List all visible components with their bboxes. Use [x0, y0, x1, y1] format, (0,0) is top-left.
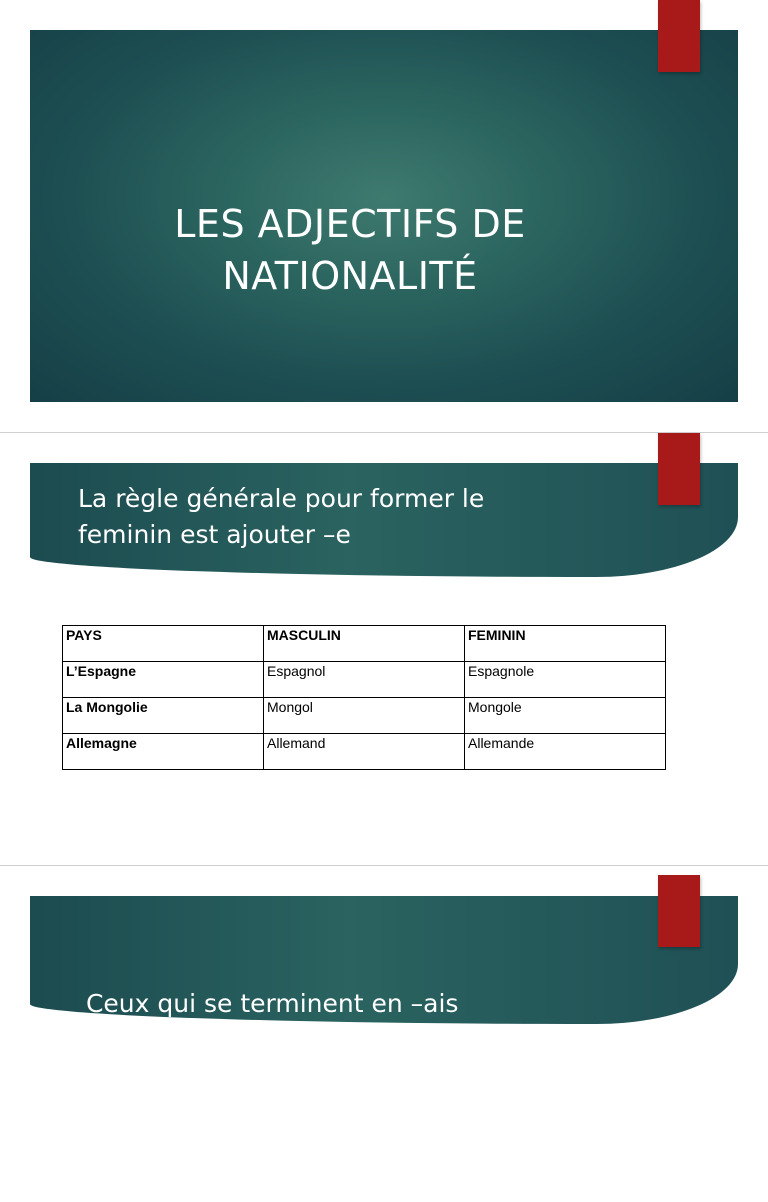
- table-cell-country: Allemagne: [63, 734, 264, 770]
- table-cell-country: La Mongolie: [63, 698, 264, 734]
- slide-heading: [78, 481, 618, 553]
- bookmark-tab: [658, 433, 700, 505]
- table-header-cell: FEMININ: [465, 626, 666, 662]
- slide-3: [0, 866, 768, 1126]
- slide-2: [0, 433, 768, 865]
- table-cell-masculine: Espagnol: [264, 662, 465, 698]
- table-cell-masculine: Allemand: [264, 734, 465, 770]
- table-cell-feminine: Mongole: [465, 698, 666, 734]
- slide-1: [0, 0, 768, 432]
- table-row: [63, 734, 666, 770]
- table-header-row: [63, 626, 666, 662]
- nationality-table: [62, 625, 666, 770]
- bookmark-tab: [658, 875, 700, 947]
- slide-heading-line-2: feminin est ajouter –e: [78, 520, 351, 549]
- slide-title-line-1: LES ADJECTIFS DE: [174, 202, 526, 246]
- table-header-cell: MASCULIN: [264, 626, 465, 662]
- table-cell-masculine: Mongol: [264, 698, 465, 734]
- table-cell-feminine: Allemande: [465, 734, 666, 770]
- table-cell-country: L’Espagne: [63, 662, 264, 698]
- slide-heading: [78, 914, 618, 1202]
- table-header-cell: PAYS: [63, 626, 264, 662]
- table-row: [63, 662, 666, 698]
- slide-title: [60, 198, 640, 302]
- slide-heading-line-1: Ceux qui se terminent en –ais: [78, 989, 459, 1018]
- table-cell-feminine: Espagnole: [465, 662, 666, 698]
- bookmark-tab: [658, 0, 700, 72]
- slide-heading-line-1: La règle générale pour former le: [78, 484, 485, 513]
- table-row: [63, 698, 666, 734]
- slide-title-line-2: NATIONALITÉ: [222, 254, 478, 298]
- slide-heading-line-2: prennent –e au feminin: [78, 1097, 369, 1126]
